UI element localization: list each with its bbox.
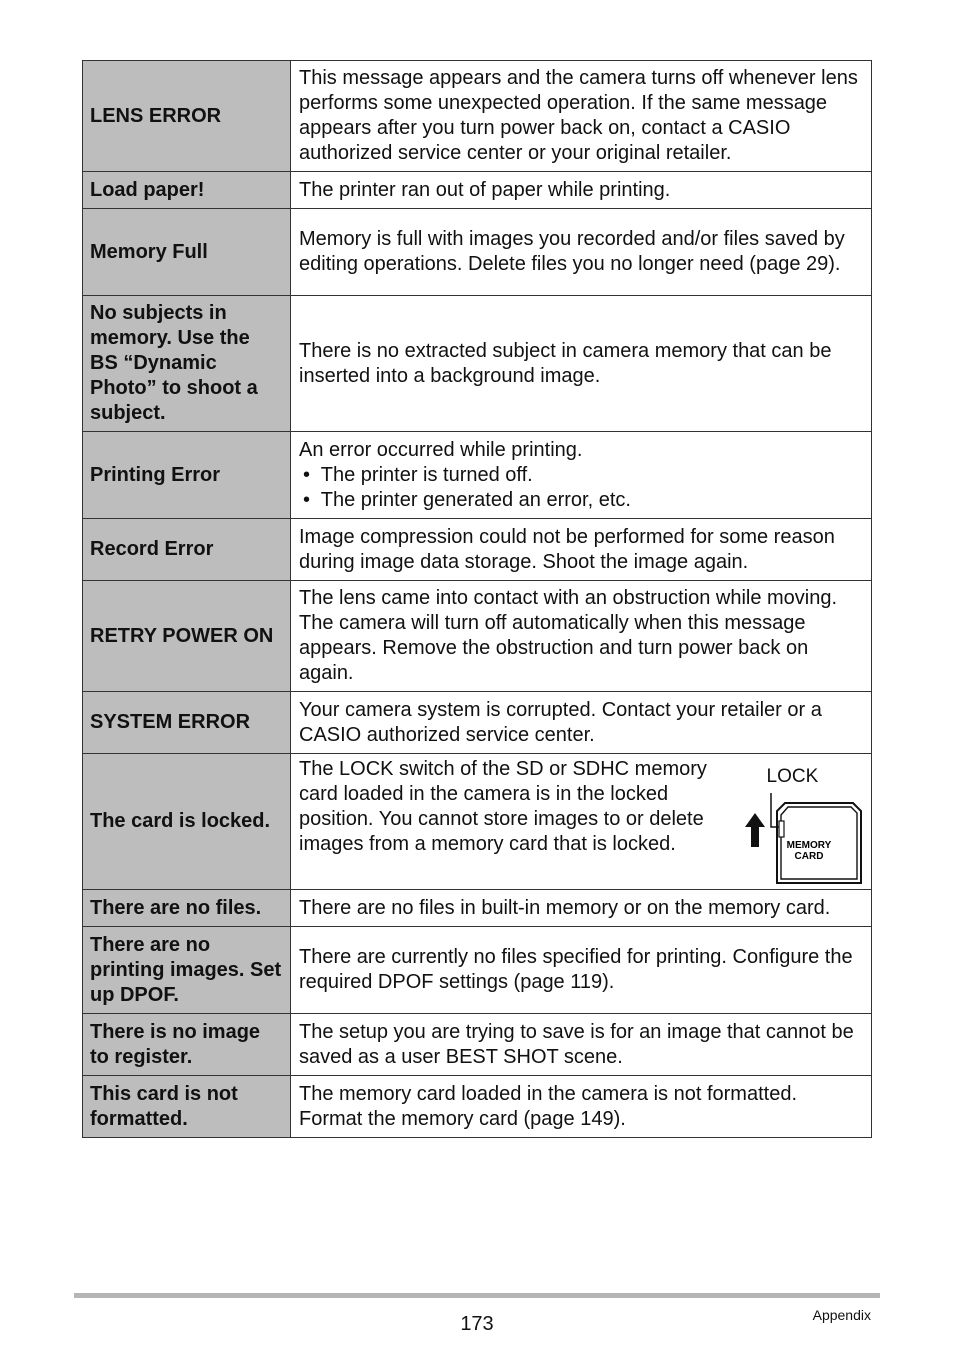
- table-row: [83, 754, 872, 890]
- message-description: [291, 754, 872, 890]
- sd-card-lock-icon: [737, 757, 867, 885]
- table-row: [83, 209, 872, 296]
- bullet-item: • The printer generated an error, etc.: [303, 488, 631, 511]
- message-description: The memory card loaded in the camera is not formatted. Format the memory card (page 149).: [291, 1076, 872, 1138]
- message-term: The card is locked.: [83, 754, 291, 890]
- message-term: There are no files.: [83, 890, 291, 927]
- error-message-table: [82, 60, 872, 1138]
- message-term: Record Error: [83, 519, 291, 581]
- message-description: There is no extracted subject in camera memory that can be inserted into a background image.: [291, 296, 872, 432]
- message-description: The printer ran out of paper while printing.: [291, 172, 872, 209]
- card-text-line2: CARD: [794, 851, 823, 862]
- message-description: Image compression could not be performed for some reason during image data storage. Shoot the image again.: [291, 519, 872, 581]
- bullet-text: The printer generated an error, etc.: [320, 488, 631, 511]
- lock-label: LOCK: [766, 766, 819, 787]
- table-row: [83, 432, 872, 519]
- table-row: [83, 1014, 872, 1076]
- message-description: There are currently no files specified for printing. Configure the required DPOF settings (page 119).: [291, 927, 872, 1014]
- description-intro: An error occurred while printing.: [299, 438, 583, 461]
- message-term: RETRY POWER ON: [83, 581, 291, 692]
- message-term: Printing Error: [83, 432, 291, 519]
- message-term: This card is not formatted.: [83, 1076, 291, 1138]
- table-row: [83, 296, 872, 432]
- bullet-text: The printer is turned off.: [320, 463, 533, 486]
- message-term: There are no printing images. Set up DPOF.: [83, 927, 291, 1014]
- message-term: Load paper!: [83, 172, 291, 209]
- message-description: [291, 432, 872, 519]
- message-description: Your camera system is corrupted. Contact your retailer or a CASIO authorized service center.: [291, 692, 872, 754]
- message-description: The setup you are trying to save is for an image that cannot be saved as a user BEST SHOT scene.: [291, 1014, 872, 1076]
- table-row: [83, 1076, 872, 1138]
- message-term: Memory Full: [83, 209, 291, 296]
- locked-card-text: The LOCK switch of the SD or SDHC memory card loaded in the camera is in the locked position. You cannot store images to or delete images from a memory card that is locked.: [299, 758, 707, 855]
- table-row: [83, 519, 872, 581]
- card-text-line1: MEMORY: [786, 840, 831, 851]
- page-number: 173: [460, 1313, 494, 1335]
- table-row: [83, 890, 872, 927]
- message-description: Memory is full with images you recorded and/or files saved by editing operations. Delete files you no longer need (page 29).: [291, 209, 872, 296]
- locked-card-content: [299, 757, 864, 885]
- message-term: No subjects in memory. Use the BS “Dynamic Photo” to shoot a subject.: [83, 296, 291, 432]
- sd-card-figure: [737, 757, 864, 885]
- footer-divider: [74, 1293, 880, 1298]
- message-term: LENS ERROR: [83, 61, 291, 172]
- table-row: [83, 692, 872, 754]
- message-term: SYSTEM ERROR: [83, 692, 291, 754]
- table-row: [83, 927, 872, 1014]
- table-row: [83, 581, 872, 692]
- table-row: [83, 172, 872, 209]
- table-row: [83, 61, 872, 172]
- section-label: Appendix: [812, 1307, 871, 1323]
- bullet-item: • The printer is turned off.: [303, 463, 533, 486]
- message-description: This message appears and the camera turns off whenever lens performs some unexpected operation. If the same message appears after you turn power back on, contact a CASIO authorized service center or your original retailer.: [291, 61, 872, 172]
- message-description: The lens came into contact with an obstruction while moving. The camera will turn off automatically when this message appears. Remove the obstruction and turn power back on again.: [291, 581, 872, 692]
- message-term: There is no image to register.: [83, 1014, 291, 1076]
- message-description: There are no files in built-in memory or on the memory card.: [291, 890, 872, 927]
